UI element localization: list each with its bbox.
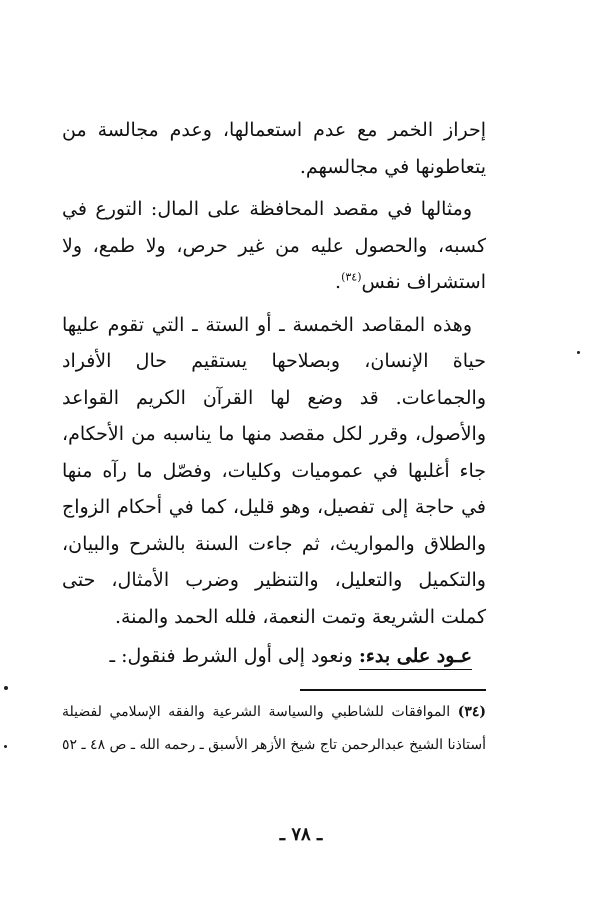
footnote-text: الموافقات للشاطبي والسياسة الشرعية والفقه الإسلامي لفضيلة أستاذنا الشيخ عبدالرحمن تاج شيخ الأزهر الأسبق ـ رحمه الله ـ ص ٤٨ ـ ٥٢ <box>61 704 486 753</box>
footnote-number: (٣٤) <box>457 704 486 720</box>
paragraph-2-text: ومثالها في مقصد المحافظة على المال: التورع في كسبه، والحصول عليه من غير حرص، ولا طمع، ولا استشراف نفس <box>62 198 486 293</box>
footnote-divider <box>300 689 486 691</box>
footnote-reference[interactable]: (٣٤) <box>341 270 362 284</box>
scan-speck <box>577 351 580 354</box>
section-heading-title: عـود على بدء: <box>359 645 472 670</box>
scan-speck <box>4 745 7 748</box>
scan-speck <box>4 686 8 690</box>
paragraph-3: وهذه المقاصد الخمسة ـ أو الستة ـ التي تقوم عليها حياة الإنسان، وبصلاحها يستقيم حال الأفراد والجماعات. قد وضع لها القرآن الكريم القواعد والأصول، وقرر لكل مقصد منها ما يناسبه من الأحكام، جاء أغلبها في عموميات وكليات، وفصّل ما رآه منها في حاجة إلى تفصيل، وهو قليل، كما في أحكام الزواج والطلاق والمواريث، ثم جاءت السنة بالشرح والبيان، والتكميل والتعليل، والتنظير وضرب الأمثال، حتى كملت الشريعة وتمت النعمة، فلله الحمد والمنة. <box>62 313 486 628</box>
footnote <box>62 696 486 762</box>
section-heading-rest: ونعود إلى أول الشرط فنقول: ـ <box>109 645 359 667</box>
main-text <box>62 112 486 675</box>
paragraph-1: إحراز الخمر مع عدم استعمالها، وعدم مجالسة من يتعاطونها في مجالسهم. <box>62 119 486 178</box>
paragraph-2-period: . <box>335 271 342 293</box>
paragraph-2 <box>62 191 486 301</box>
section-heading <box>62 637 486 675</box>
page-number: ـ ٧٨ ـ <box>279 824 323 845</box>
